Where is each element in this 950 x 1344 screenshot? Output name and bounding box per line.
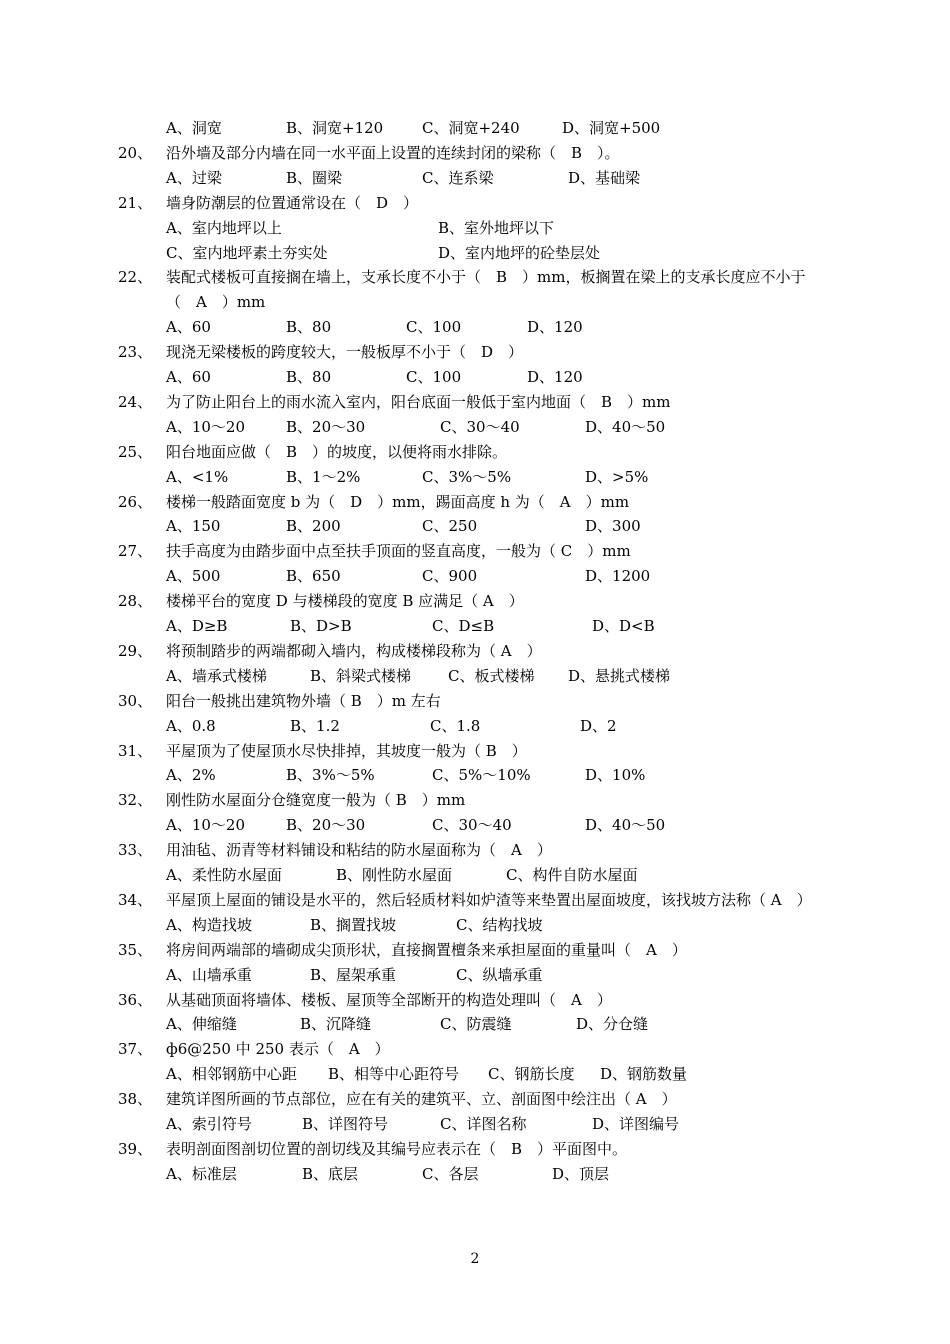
answer-option: C、100: [406, 368, 462, 386]
question-text: 刚性防水屋面分仓缝宽度一般为（ B ）mm: [166, 791, 466, 810]
question-row: [0, 390, 950, 414]
question-text: 用油毡、沥青等材料铺设和粘结的防水屋面称为（ A ）: [166, 841, 552, 860]
answer-option: B、80: [286, 318, 332, 337]
question-number: 26、: [118, 492, 153, 511]
answer-option: C、30～40: [432, 816, 512, 835]
question-number: 25、: [118, 442, 153, 461]
answer-option: C、板式楼梯: [448, 666, 535, 685]
answer-option: D、10%: [585, 766, 646, 785]
question-text: 表明剖面图剖切位置的剖切线及其编号应表示在（ B ）平面图中。: [166, 1139, 628, 1158]
question-text: 扶手高度为由踏步面中点至扶手顶面的竖直高度，一般为（ C ）mm: [166, 542, 631, 561]
answer-option: A、2%: [166, 766, 216, 785]
answer-option: A、10～20: [166, 417, 246, 436]
answer-option: B、洞宽+120: [286, 119, 384, 137]
page-number: 2: [470, 1251, 480, 1267]
question-row: [0, 141, 950, 165]
question-number: 36、: [118, 990, 153, 1009]
question-text: 将房间两端部的墙砌成尖顶形状，直接搁置檀条来承担屋面的重量叫（ A ）: [166, 940, 687, 959]
answer-option: C、5%～10%: [432, 766, 531, 785]
question-row: [0, 1137, 950, 1161]
answer-option: C、900: [422, 567, 478, 586]
options-row: [0, 863, 950, 887]
question-row: [0, 788, 950, 812]
answer-option: A、相邻钢筋中心距: [166, 1065, 297, 1084]
answer-option: B、沉降缝: [300, 1015, 372, 1034]
question-row: [0, 340, 950, 364]
answer-option: A、构造找坡: [166, 915, 252, 934]
question-text: 阳台地面应做（ B ）的坡度，以便将雨水排除。: [166, 442, 508, 461]
question-number: 33、: [118, 841, 153, 860]
answer-option: D、室内地坪的砼垫层处: [438, 243, 601, 262]
answer-option: D、洞宽+500: [562, 119, 661, 137]
question-number: 24、: [118, 392, 153, 411]
question-text: 阳台一般挑出建筑物外墙（ B ）m 左右: [166, 691, 441, 710]
answer-option: B、200: [286, 517, 341, 536]
answer-option: D、详图编号: [592, 1115, 680, 1133]
answer-option: B、1～2%: [286, 467, 361, 486]
options-row: [0, 1062, 950, 1086]
answer-option: D、顶层: [552, 1164, 610, 1183]
answer-option: D、>5%: [585, 467, 649, 486]
question-number: 22、: [118, 268, 153, 287]
options-row: [0, 1112, 950, 1136]
question-number: 31、: [118, 741, 153, 760]
answer-option: C、100: [406, 318, 462, 337]
question-number: 35、: [118, 940, 153, 959]
question-text: 楼梯平台的宽度 D 与楼梯段的宽度 B 应满足（ A ）: [166, 592, 524, 611]
answer-option: B、20～30: [286, 417, 366, 436]
answer-option: A、山墙承重: [166, 965, 252, 984]
answer-option: D、分仓缝: [576, 1015, 649, 1034]
answer-option: A、室内地坪以上: [166, 218, 282, 237]
question-text: 楼梯一般踏面宽度 b 为（ D ）mm，踢面高度 h 为（ A ）mm: [166, 492, 630, 511]
answer-option: C、30～40: [440, 417, 520, 436]
answer-option: A、500: [166, 567, 221, 586]
question-row: [0, 1087, 950, 1111]
options-row: [0, 241, 950, 265]
question-number: 20、: [118, 143, 153, 162]
answer-option: A、墙承式楼梯: [166, 666, 267, 685]
question-number: 28、: [118, 592, 153, 611]
answer-option: A、D≥B: [166, 617, 228, 635]
answer-option: A、伸缩缝: [166, 1015, 237, 1034]
answer-option: A、索引符号: [166, 1115, 252, 1133]
options-row: [0, 315, 950, 339]
question-text: 为了防止阳台上的雨水流入室内，阳台底面一般低于室内地面（ B ）mm: [166, 392, 671, 411]
options-row: [0, 166, 950, 190]
options-row: [0, 1012, 950, 1036]
answer-option: D、基础梁: [568, 168, 641, 187]
question-row: [0, 938, 950, 962]
answer-option: B、3%～5%: [286, 766, 375, 785]
answer-option: B、详图符号: [302, 1115, 389, 1133]
answer-option: A、60: [166, 318, 211, 337]
options-row: [0, 963, 950, 987]
question-text: 墙身防潮层的位置通常设在（ D ）: [166, 193, 419, 212]
question-continuation: [0, 290, 950, 314]
options-row: [0, 216, 950, 240]
answer-option: D、300: [585, 517, 641, 536]
question-number: 27、: [118, 542, 153, 561]
answer-option: A、<1%: [166, 467, 229, 486]
answer-option: B、1.2: [290, 716, 340, 735]
question-row: [0, 539, 950, 563]
answer-option: A、标准层: [166, 1164, 237, 1183]
answer-option: C、1.8: [430, 716, 481, 735]
answer-option: B、室外地坪以下: [438, 218, 555, 237]
question-row: [0, 689, 950, 713]
question-row: [0, 1037, 950, 1061]
answer-option: B、D>B: [290, 617, 352, 635]
question-number: 34、: [118, 890, 153, 909]
answer-option: D、2: [580, 716, 617, 735]
question-number: 32、: [118, 791, 153, 810]
answer-option: C、洞宽+240: [422, 119, 520, 137]
answer-option: B、刚性防水屋面: [336, 866, 453, 884]
options-row: [0, 664, 950, 688]
question-number: 30、: [118, 691, 153, 710]
question-row: [0, 191, 950, 215]
answer-option: D、D<B: [592, 617, 655, 635]
options-row: [0, 514, 950, 538]
answer-option: D、40～50: [585, 816, 666, 835]
answer-option: C、D≤B: [432, 617, 495, 635]
answer-option: B、屋架承重: [310, 965, 397, 984]
answer-option: B、80: [286, 368, 332, 386]
options-row: [0, 116, 950, 140]
answer-option: C、室内地坪素土夯实处: [166, 243, 328, 262]
answer-option: B、相等中心距符号: [328, 1065, 460, 1084]
answer-option: C、详图名称: [440, 1115, 527, 1133]
options-row: [0, 365, 950, 389]
options-row: [0, 1162, 950, 1186]
answer-option: A、柔性防水屋面: [166, 866, 282, 884]
question-row: [0, 988, 950, 1012]
answer-option: D、1200: [585, 567, 651, 586]
question-text: 沿外墙及部分内墙在同一水平面上设置的连续封闭的梁称（ B ）。: [166, 143, 620, 162]
answer-option: B、650: [286, 567, 341, 586]
answer-option: C、各层: [422, 1164, 479, 1183]
answer-option: A、10～20: [166, 816, 246, 835]
answer-option: C、构件自防水屋面: [506, 866, 638, 884]
question-row: [0, 265, 950, 289]
options-row: [0, 813, 950, 837]
question-text: 装配式楼板可直接搁在墙上，支承长度不小于（ B ）mm，板搁置在梁上的支承长度应不小于: [166, 268, 806, 287]
answer-option: C、钢筋长度: [488, 1065, 575, 1084]
question-number: 23、: [118, 343, 153, 362]
question-text: 平屋顶上屋面的铺设是水平的，然后轻质材料如炉渣等来垫置出屋面坡度，该找坡方法称（ A ）: [166, 890, 812, 909]
answer-option: C、3%～5%: [422, 467, 512, 486]
options-row: [0, 763, 950, 787]
answer-option: C、结构找坡: [456, 915, 543, 934]
question-row: [0, 639, 950, 663]
question-number: 38、: [118, 1090, 153, 1109]
answer-option: A、洞宽: [166, 119, 222, 137]
question-text: 平屋顶为了使屋顶水尽快排掉，其坡度一般为（ B ）: [166, 741, 527, 760]
answer-option: A、60: [166, 368, 211, 386]
question-row: [0, 838, 950, 862]
options-row: [0, 913, 950, 937]
options-row: [0, 714, 950, 738]
answer-option: D、120: [527, 318, 583, 337]
question-text: ф6@250 中 250 表示（ A ）: [166, 1040, 390, 1059]
question-text: 将预制踏步的两端都砌入墙内，构成楼梯段称为（ A ）: [166, 641, 542, 660]
answer-option: C、250: [422, 517, 478, 536]
answer-option: B、搁置找坡: [310, 915, 397, 934]
options-row: [0, 465, 950, 489]
options-row: [0, 564, 950, 588]
question-number: 39、: [118, 1139, 153, 1158]
question-text: 现浇无梁楼板的跨度较大，一般板厚不小于（ D ）: [166, 343, 524, 362]
answer-option: B、20～30: [286, 816, 366, 835]
answer-option: D、40～50: [585, 417, 666, 436]
options-row: [0, 415, 950, 439]
answer-option: C、连系梁: [422, 168, 494, 187]
question-row: [0, 490, 950, 514]
answer-option: D、120: [527, 368, 583, 386]
question-row: [0, 888, 950, 912]
answer-option: A、150: [166, 517, 221, 536]
answer-option: C、防震缝: [440, 1015, 512, 1034]
answer-option: B、圈梁: [286, 168, 343, 187]
question-row: [0, 739, 950, 763]
options-row: [0, 614, 950, 638]
answer-option: D、悬挑式楼梯: [568, 666, 671, 685]
answer-option: C、纵墙承重: [456, 965, 543, 984]
answer-option: B、斜梁式楼梯: [310, 666, 412, 685]
question-number: 21、: [118, 193, 153, 212]
question-text: 建筑详图所画的节点部位，应在有关的建筑平、立、剖面图中绘注出（ A ）: [166, 1090, 677, 1109]
answer-option: A、0.8: [166, 716, 216, 735]
question-row: [0, 589, 950, 613]
question-text: 从基础顶面将墙体、楼板、屋顶等全部断开的构造处理叫（ A ）: [166, 990, 612, 1009]
answer-option: D、钢筋数量: [600, 1065, 688, 1084]
question-row: [0, 440, 950, 464]
question-number: 37、: [118, 1040, 153, 1059]
question-number: 29、: [118, 641, 153, 660]
answer-option: A、过梁: [166, 168, 222, 187]
question-text-continued: （ A ）mm: [166, 293, 266, 312]
answer-option: B、底层: [302, 1164, 359, 1183]
